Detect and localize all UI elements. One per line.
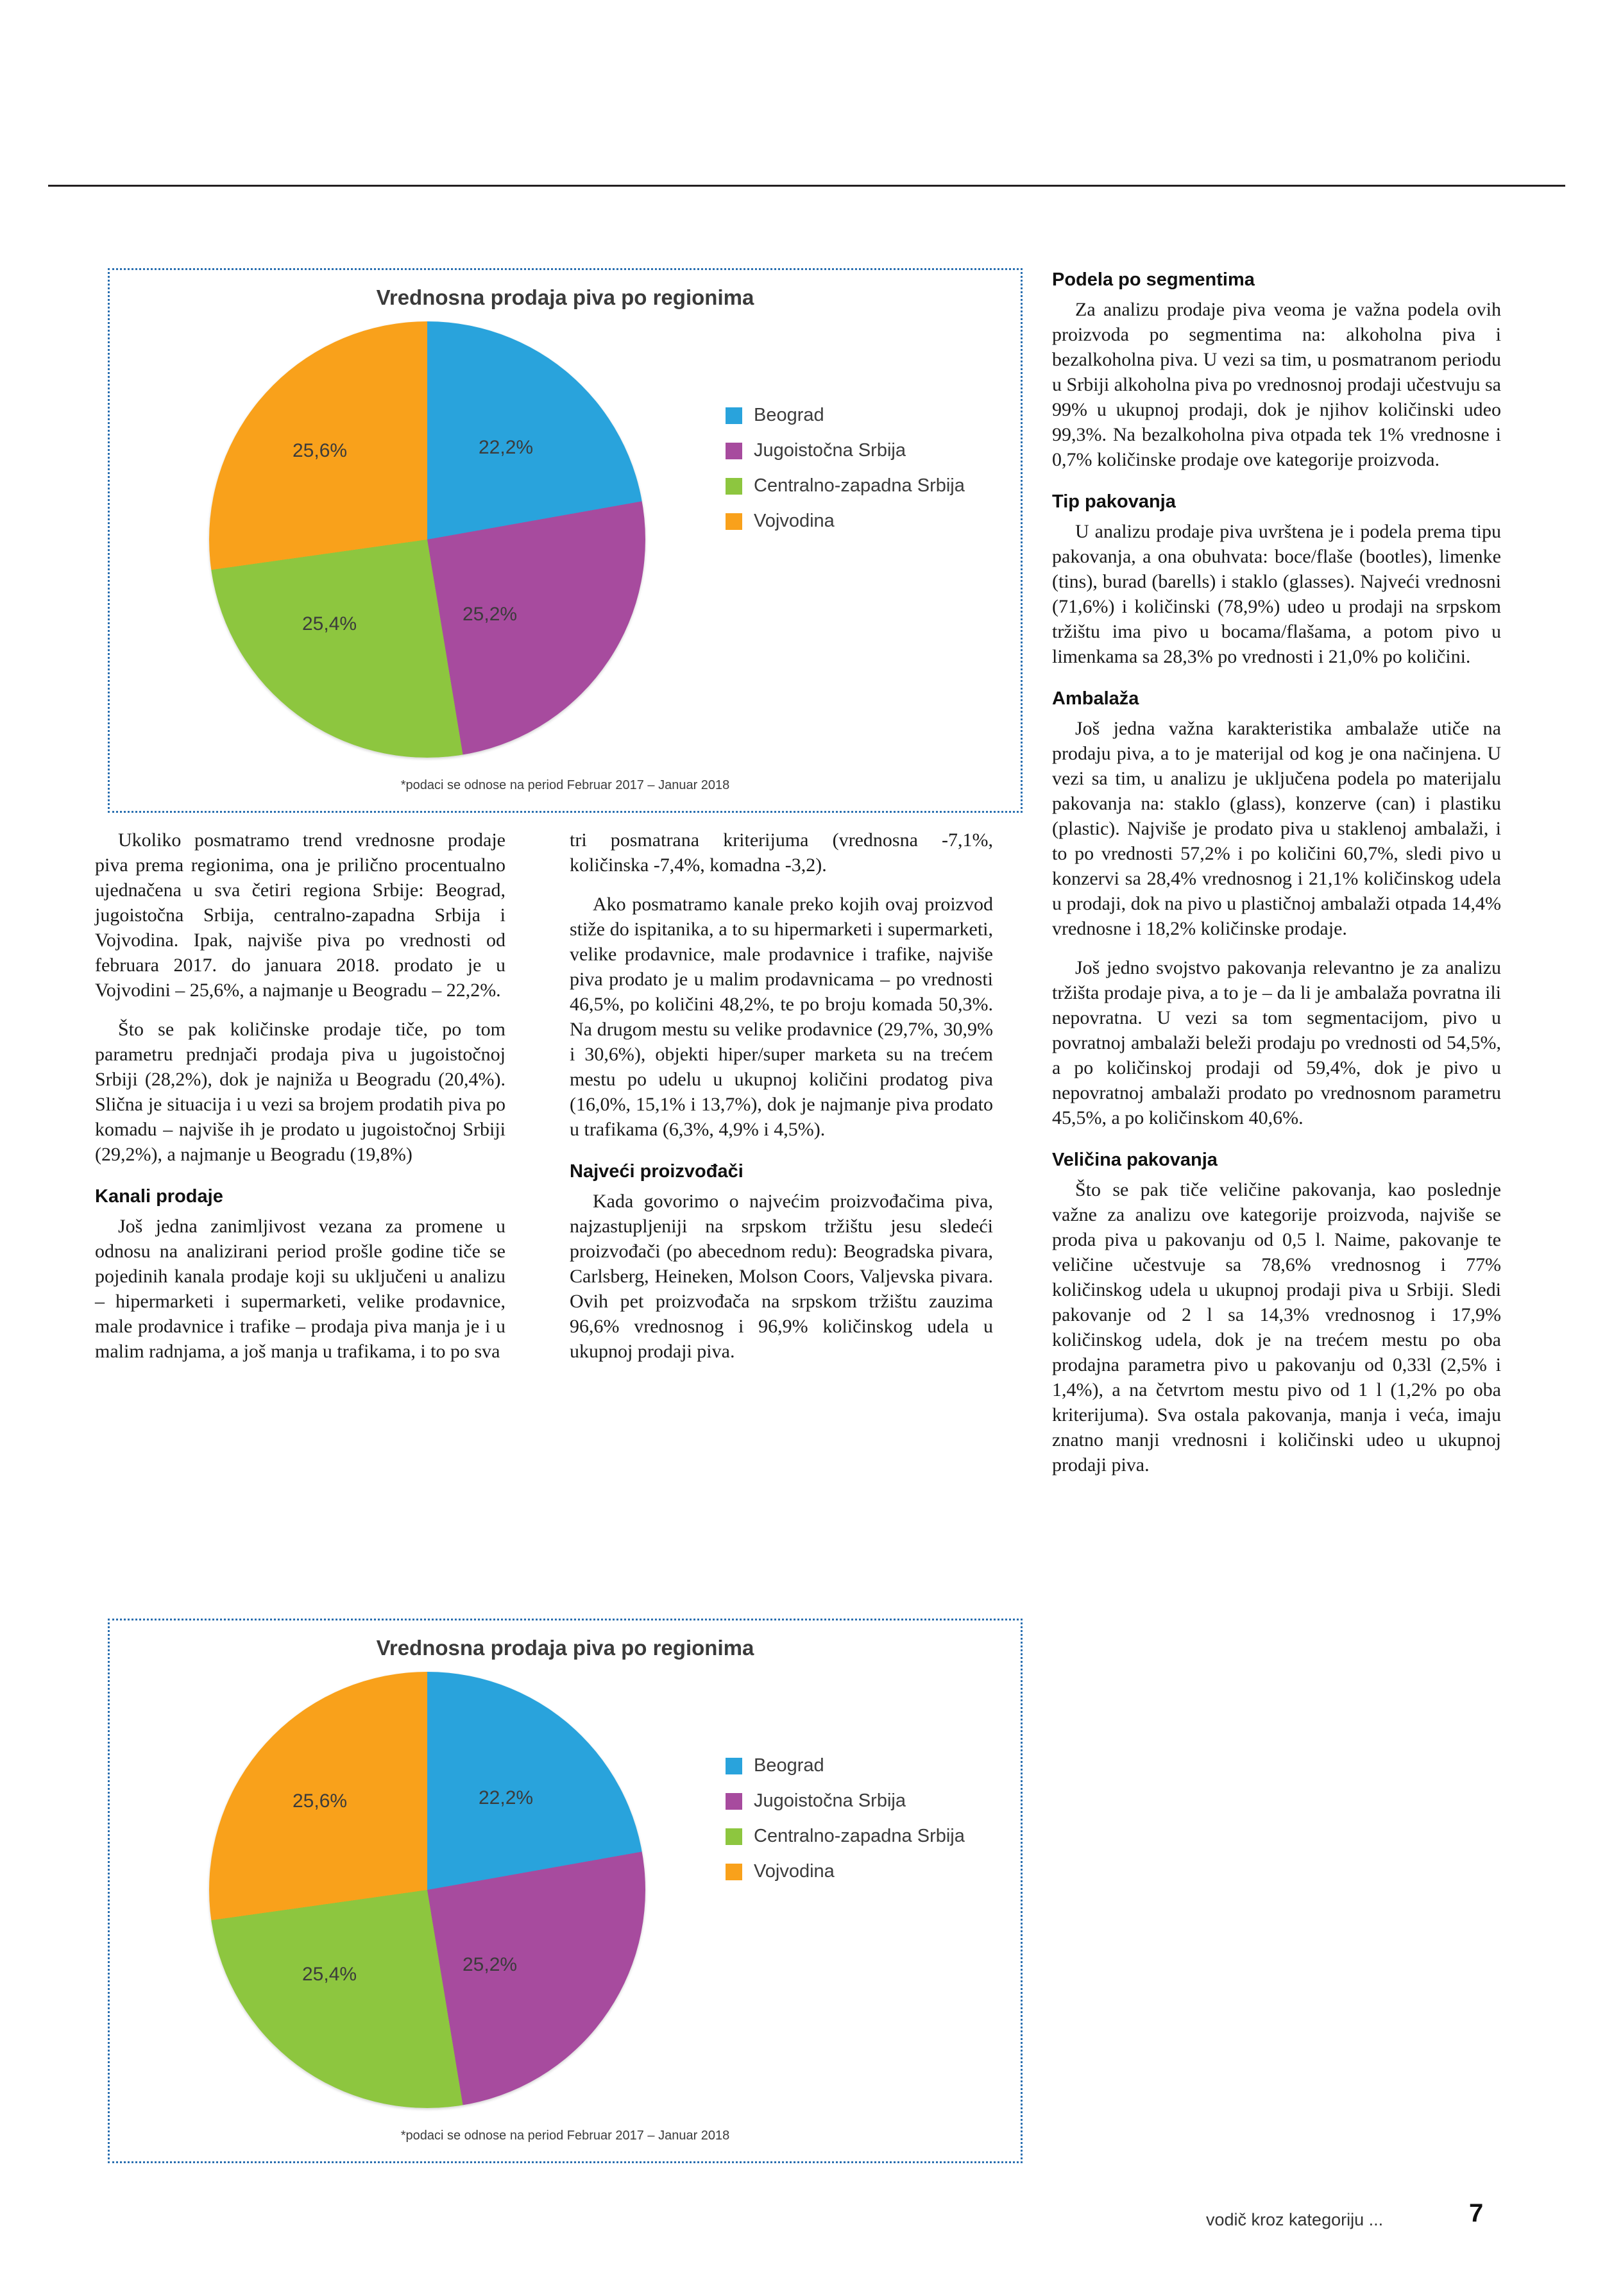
legend-swatch-beograd — [726, 1758, 742, 1774]
paragraph: Za analizu prodaje piva veoma je važna podela ovih proizvoda po segmentima na: alkoholna piva i bezalkoholna piva. U vezi sa tim, u posmatranom periodu u Srbiji alkoholna piva po vrednosnoj prodaji učestvuju sa 99% u ukupnoj prodaji, dok je njihov količinski udeo 99,3%. Na bezalkoholna piva otpada tek 1% vrednosne i 0,7% količinske prodaje ove kategorije proizvoda. — [1052, 299, 1501, 470]
page-number: 7 — [1469, 2199, 1484, 2227]
paragraph: Što se pak količinske prodaje tiče, po tom parametru prednjači prodaja piva u jugoistočnoj Srbiji (28,2%), dok je najniža u Beogradu (20,4%). Slična je situacija i u vezi sa brojem prodatih piva po komadu – najviše ih je prodato u jugoistočnoj Srbiji (29,2%), a najmanje u Beogradu (19,8%) — [95, 1019, 505, 1165]
chart-legend — [726, 1755, 965, 1896]
legend-label: Centralno-zapadna Srbija — [754, 1826, 965, 1846]
legend-item — [726, 405, 965, 426]
legend-swatch-jugoistocna — [726, 443, 742, 459]
legend-label: Beograd — [754, 405, 824, 425]
pie-label-centralno: 25,4% — [302, 1964, 357, 1985]
header-rule — [48, 185, 1565, 187]
subheading-velicina-pakovanja: Veličina pakovanja — [1052, 1150, 1218, 1170]
paragraph: Ukoliko posmatramo trend vrednosne prodaje piva prema regionima, ona je prilično procentualno ujednačena u sva četiri regiona Srbije: Beograd, jugoistočna Srbija, centralno-zapadna Srbija i Vojvodina. Ipak, najviše piva po vrednosti od februara 2017. do januara 2018. prodato je u Vojvodini – 25,6%, a najmanje u Beogradu – 22,2%. — [95, 829, 505, 1001]
pie-label-beograd: 22,2% — [479, 1787, 534, 1808]
pie-label-jugoistocna: 25,2% — [463, 1954, 518, 1975]
pie-area — [209, 1672, 671, 2108]
legend-item — [726, 1790, 965, 1812]
legend-label: Beograd — [754, 1755, 824, 1776]
chart-vrednosna-prodaja-bottom — [108, 1619, 1023, 2163]
text-column-right — [1052, 269, 1501, 1477]
legend-item — [726, 1861, 965, 1882]
subheading-kanali-prodaje: Kanali prodaje — [95, 1186, 223, 1207]
legend-item — [726, 475, 965, 497]
pie-chart — [209, 1672, 645, 2108]
paragraph: Kada govorimo o najvećim proizvođačima piva, najzastupljeniji na srpskom tržištu jesu sledeći proizvođači (po abecednom redu): Beogradska pivara, Carlsberg, Heineken, Molson Coors, Valjevska pivara. Ovih pet proizvođača na srpskom tržištu zauzima 96,6% vrednosnog i 96,9% količinskog udela u ukupnoj prodaji piva. — [570, 1191, 993, 1362]
footer-label: vodič kroz kategoriju ... — [1206, 2210, 1384, 2229]
paragraph: Ako posmatramo kanale preko kojih ovaj proizvod stiže do ispitanika, a to su hipermarketi i supermarketi, velike prodavnice, male prodavnice i trafike, najviše piva prodato je u malim prodavnicama – po vrednosti 46,5%, po količini 48,2%, te po broju komada 50,3%. Na drugom mestu su velike prodavnice (29,7%, 30,9% i 30,6%), objekti hiper/super marketa su na trećem mestu po udelu u ukupnoj količini prodatog piva (16,0%, 15,1% i 13,7%), dok je najmanje piva prodato u trafikama (6,3%, 4,9% i 4,5%). — [570, 894, 993, 1140]
pie-chart — [209, 321, 645, 758]
chart-footnote: *podaci se odnose na period Februar 2017 – Januar 2018 — [400, 778, 730, 792]
legend-item — [726, 1826, 965, 1847]
paragraph: Još jedno svojstvo pakovanja relevantno je za analizu tržišta prodaje piva, a to je – da li je ambalaža povratna ili nepovratna. U vezi sa tom segmentacijom, pivo u povratnoj ambalaži beleži prodaju po vrednosti od 54,5%, a po količinskoj prodaji od 59,4%, dok je pivo u nepovratnoj ambalaži prodato po vrednosnom parametru 45,5%, a po količinskom 40,6%. — [1052, 957, 1501, 1128]
legend-label: Centralno-zapadna Srbija — [754, 475, 965, 496]
legend-item — [726, 511, 965, 532]
pie-label-beograd: 22,2% — [479, 437, 534, 458]
legend-label: Vojvodina — [754, 511, 835, 531]
chart-footnote: *podaci se odnose na period Februar 2017 – Januar 2018 — [400, 2129, 730, 2143]
legend-swatch-vojvodina — [726, 1864, 742, 1880]
chart-legend — [726, 405, 965, 546]
pie-label-vojvodina: 25,6% — [293, 440, 348, 461]
paragraph: Još jedna zanimljivost vezana za promene u odnosu na analizirani period prošle godine tiče se pojedinih kanala prodaje koji su uključeni u analizu – hipermarketi i supermarketi, velike prodavnice, male prodavnice i trafike – prodaja piva manja je i u malim radnjama, a još manja u trafikama, i to po sva — [95, 1216, 505, 1362]
legend-swatch-centralno — [726, 1828, 742, 1845]
paragraph: Što se pak tiče veličine pakovanja, kao poslednje važne za analizu ove kategorije proizvoda, najviše se proda piva u pakovanju od 0,5 l. Naime, pakovanje te veličine učestvuje sa 78,6% vrednosnog i 77% količinskog udela u ukupnoj prodaji piva u Srbiji. Sledi pakovanje od 2 l sa 14,3% vrednosnog i 17,9% količinskog udela, dok je na trećem mestu po oba prodajna parametra pivo u pakovanju od 0,33l (2,5% i 1,4%), a na četvrtom mestu pivo od 1 l (1,2% po oba kriterijuma). Sva ostala pakovanja, manja i veća, imaju znatno manji vrednosni i količinski udeo u ukupnoj prodaji piva. — [1052, 1179, 1501, 1475]
legend-item — [726, 1755, 965, 1776]
legend-item — [726, 440, 965, 461]
subheading-podela-po-segmentima: Podela po segmentima — [1052, 269, 1255, 290]
legend-swatch-vojvodina — [726, 513, 742, 530]
pie-area — [209, 321, 671, 758]
chart-title: Vrednosna prodaja piva po regionima — [376, 1636, 754, 1660]
legend-swatch-beograd — [726, 407, 742, 424]
paragraph: tri posmatrana kriterijuma (vrednosna -7,1%, količinska -7,4%, komadna -3,2). — [570, 829, 993, 876]
subheading-tip-pakovanja: Tip pakovanja — [1052, 491, 1176, 512]
legend-swatch-jugoistocna — [726, 1793, 742, 1810]
paragraph: Još jedna važna karakteristika ambalaže utiče na prodaju piva, a to je materijal od kog je ona načinjena. U vezi sa tim, u analizu je uključena podela po materijalu pakovanja na: staklo (glass), konzerve (can) i plastiku (plastic). Najviše je prodato piva u staklenoj ambalaži, i to po vrednosti 57,2% i po količini 60,7%, sledi pivo u konzervi sa 28,4% vrednosnog i 21,1% količinskog udela u prodaji, dok na pivo u plastičnoj ambalaži otpada 14,4% vrednosne i 18,2% količinske prodaje. — [1052, 718, 1501, 939]
legend-label: Vojvodina — [754, 1861, 835, 1882]
legend-label: Jugoistočna Srbija — [754, 1790, 906, 1811]
text-column-middle — [570, 828, 993, 1364]
text-column-left — [95, 828, 505, 1364]
pie-label-vojvodina: 25,6% — [293, 1790, 348, 1812]
pie-label-jugoistocna: 25,2% — [463, 604, 518, 625]
legend-swatch-centralno — [726, 478, 742, 495]
legend-label: Jugoistočna Srbija — [754, 440, 906, 461]
chart-title: Vrednosna prodaja piva po regionima — [376, 285, 754, 309]
paragraph: U analizu prodaje piva uvrštena je i podela prema tipu pakovanja, a ona obuhvata: boce/flaše (bootles), limenke (tins), burad (barells) i staklo (glasses). Najveći vrednosni (71,6%) i količinski (78,9%) udeo u prodaji na srpskom tržištu ima pivo u bocama/flašama, a potom pivo u limenkama sa 28,3% po vrednosti i 21,0% po količini. — [1052, 521, 1501, 667]
subheading-ambalaza: Ambalaža — [1052, 688, 1139, 709]
chart-vrednosna-prodaja-top — [108, 268, 1023, 813]
pie-label-centralno: 25,4% — [302, 613, 357, 634]
subheading-najveci-proizvodjaci: Najveći proizvođači — [570, 1161, 743, 1182]
